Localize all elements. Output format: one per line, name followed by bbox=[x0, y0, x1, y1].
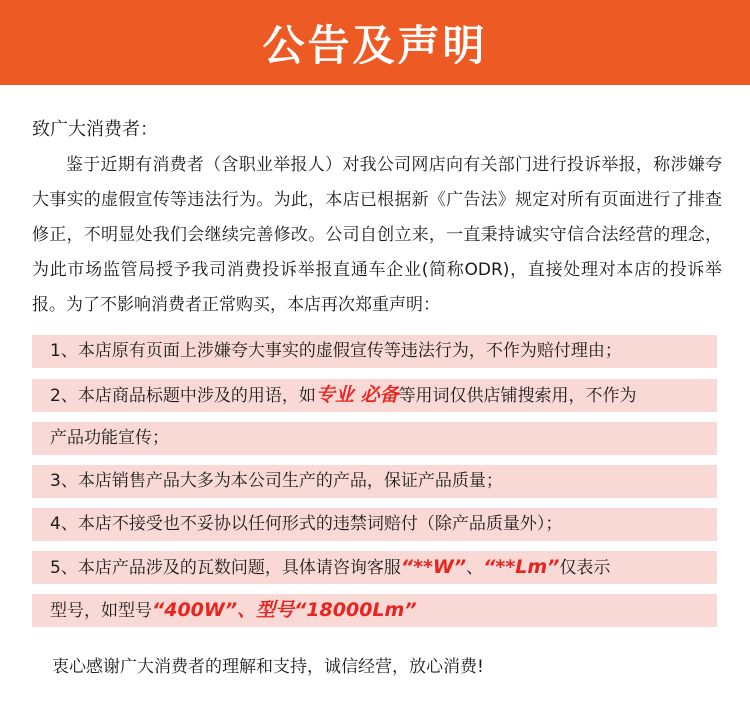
statement-4-text: 4、本店不接受也不妥协以任何形式的违禁词赔付（除产品质量外）； bbox=[50, 514, 563, 534]
statement-5-cont-prefix: 型号，如型号 bbox=[50, 601, 152, 621]
statement-5-continued bbox=[32, 594, 717, 627]
statement-2-cont-text: 产品功能宣传； bbox=[50, 428, 169, 448]
statement-4 bbox=[32, 508, 717, 541]
statement-2-continued bbox=[32, 422, 717, 455]
intro-paragraph: 鉴于近期有消费者（含职业举报人）对我公司网店向有关部门进行投诉举报，称涉嫌夸大事实的虚假宣传等违法行为。为此，本店已根据新《广告法》规定对所有页面进行了排查修正，不明显处我们会继续完善修改。公司自创立来，一直秉持诚实守信合法经营的理念，为此市场监管局授予我司消费投诉举报直通车企业(简称ODR)，直接处理对本店的投诉举报。为了不影响消费者正常购买，本店再次郑重声明： bbox=[32, 155, 722, 315]
statement-3-text: 3、本店销售产品大多为本公司生产的产品，保证产品质量； bbox=[50, 471, 503, 491]
closing-thanks: 衷心感谢广大消费者的理解和支持，诚信经营，放心消费! bbox=[52, 657, 484, 677]
statement-5-example-models: “400W”、型号“18000Lm” bbox=[152, 599, 417, 621]
statement-1-text: 1、本店原有页面上涉嫌夸大事实的虚假宣传等违法行为，不作为赔付理由； bbox=[50, 341, 622, 361]
statement-5-suffix: 仅表示 bbox=[559, 558, 611, 578]
statement-5-separator: 、 bbox=[466, 558, 484, 578]
statement-2-suffix: 等用词仅供店铺搜索用，不作为 bbox=[398, 386, 637, 406]
statement-2-keywords: 专业 必备 bbox=[315, 384, 399, 406]
header-banner bbox=[0, 0, 750, 85]
statement-3 bbox=[32, 465, 717, 498]
salutation: 致广大消费者： bbox=[32, 119, 158, 140]
statement-2-prefix: 2、本店商品标题中涉及的用语，如 bbox=[50, 386, 316, 406]
statement-5-lumen-model: “**Lm” bbox=[483, 556, 560, 578]
statement-5 bbox=[32, 551, 717, 584]
statement-1 bbox=[32, 335, 717, 368]
statement-2 bbox=[32, 379, 717, 412]
statement-5-watt-model: “**W” bbox=[400, 556, 467, 578]
page-title: 公告及声明 bbox=[262, 20, 488, 70]
statement-5-prefix: 5、本店产品涉及的瓦数问题，具体请咨询客服 bbox=[50, 558, 401, 578]
